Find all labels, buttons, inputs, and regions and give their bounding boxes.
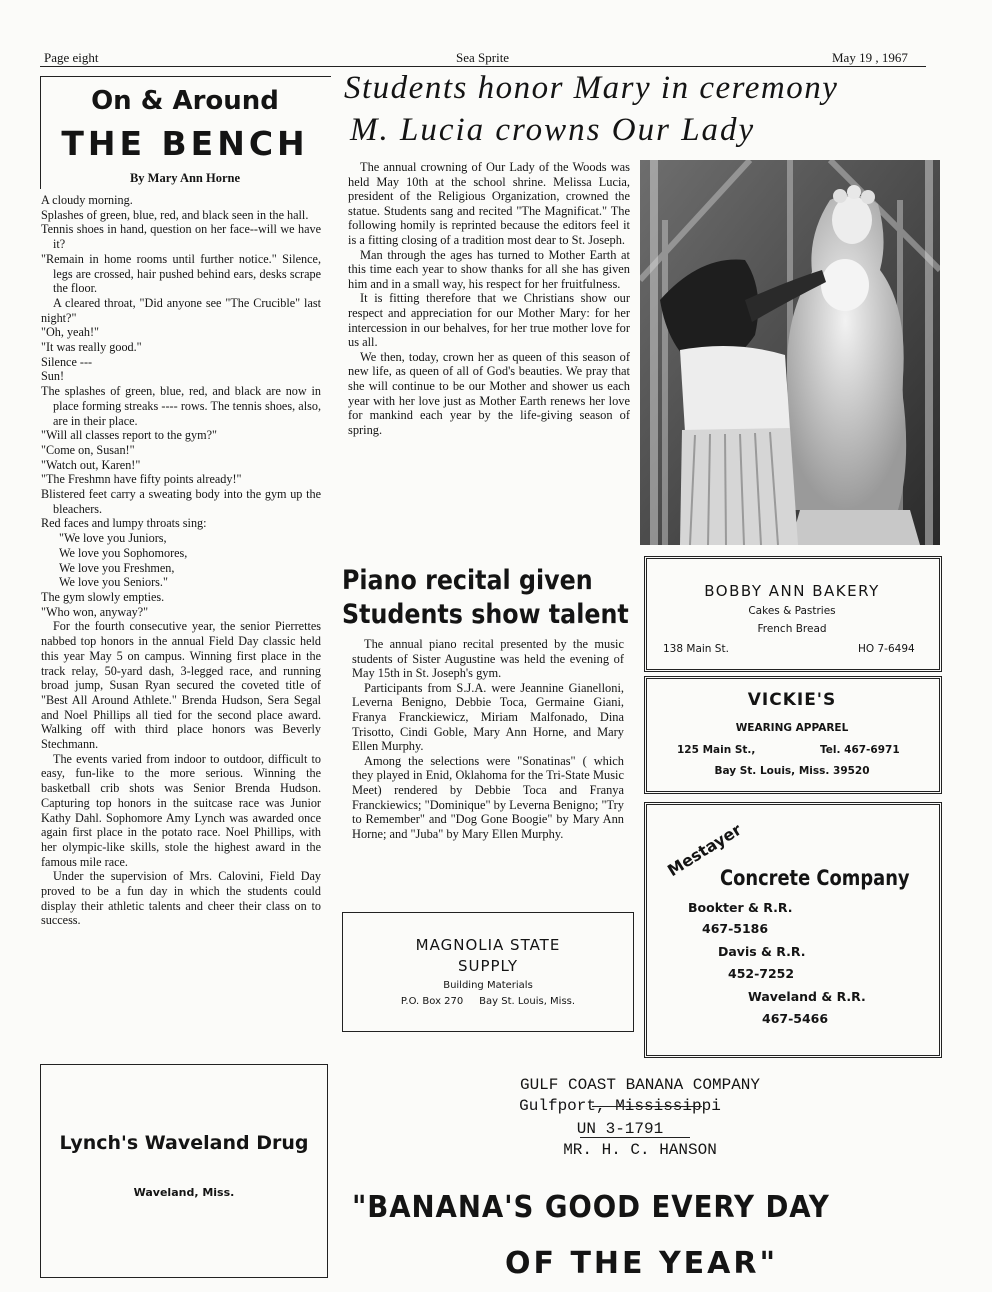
mary-headline-2: M. Lucia crowns Our Lady xyxy=(350,112,756,148)
mary-article-body xyxy=(348,160,630,437)
mary-paragraph: The annual crowning of Our Lady of the Woods was held May 10th at the school shrine. Melissa Lucia, president of the Religious Organization, crowned the statue. Students sang and recited "The Magnificat." The following homily is reprinted because the editors feel it is a fitting closing of a tradition most dear to St. Joseph. xyxy=(348,160,630,247)
bench-paragraph: Blistered feet carry a sweating body into the gym up the bleachers. xyxy=(41,487,321,516)
mestayer-location-2: Davis & R.R. xyxy=(718,944,806,959)
magnolia-name-1: MAGNOLIA STATE xyxy=(415,936,561,954)
vickies-address: 125 Main St., xyxy=(677,744,756,756)
mary-paragraph: We then, today, crown her as queen of this season of new life, as queen of all of God's beauties. We pray that she will continue to be our Mother and shower us each year with her love just as Mother Earth renews her love for mankind each year by the life-giving season of spring. xyxy=(348,349,630,437)
mestayer-brand: Mestayer xyxy=(664,819,745,881)
piano-article-body xyxy=(352,637,624,841)
bench-paragraph: The gym slowly empties. xyxy=(41,589,165,604)
bakery-line2: French Bread xyxy=(757,623,827,635)
bench-paragraph: Splashes of green, blue, red, and black seen in the hall. xyxy=(41,207,309,222)
mestayer-location-3: Waveland & R.R. xyxy=(748,989,866,1004)
mestayer-location-1: Bookter & R.R. xyxy=(688,900,793,915)
bench-paragraph: A cloudy morning. xyxy=(41,193,133,207)
banana-slogan-1: "BANANA'S GOOD EVERY DAY xyxy=(352,1190,830,1225)
magnolia-line1: Building Materials xyxy=(443,980,533,991)
bench-paragraph: For the fourth consecutive year, the senior Pierrettes nabbed top honors in the annual Field Day classic held this year May 5 on campus. Winning first place in the track relay, 50-yard dash, 3-legged race, and running broad jump, Susan Ryan secured the coveted title of "Best All Around Athlete." Brenda Hudson, Sera Segal and Noel Phillips all tied for the second place award. Walking off with third place honors was Beverly Stechmann. xyxy=(41,619,321,752)
bakery-name: BOBBY ANN BAKERY xyxy=(704,582,880,600)
bench-paragraph: Sun! xyxy=(41,369,65,384)
crowning-photo xyxy=(640,160,940,545)
bench-paragraph: Under the supervision of Mrs. Calovini, Field Day proved to be a fun day in which the students could display their athletic talents and cheer their class on to success. xyxy=(41,869,321,928)
banana-city-strike xyxy=(592,1106,702,1107)
bench-paragraph: We love you Sophomores, xyxy=(59,545,188,560)
bakery-line1: Cakes & Pastries xyxy=(748,605,836,617)
paper-name: Sea Sprite xyxy=(456,50,510,65)
piano-paragraph: Participants from S.J.A. were Jeannine Gianelloni, Leverna Benigno, Debbie Toca, Germaine Giani, Franya Franckiewicz, Miriam Malfonado, Dina Trisotto, Cindi Goble, Mary Ann Horne, and Mary Ellen Murphy. xyxy=(352,680,624,754)
banana-city: Gulfport, Mississippi xyxy=(519,1097,721,1115)
vickies-name: VICKIE'S xyxy=(747,690,837,710)
banana-slogan-2: OF THE YEAR" xyxy=(505,1246,779,1281)
bench-paragraph: The events varied from indoor to outdoor, difficult to easy, fun-like to the more serious. Winning the basketball crib shots was Senior Brenda Hudson. Capturing top honors in the suitcase race was Junior Kathy Dahl. Sophomore Amy Lynch was awarded once again first place in the potato race. Noel Phillips, with her olympic-like skills, stole the highest award in the famous mile race. xyxy=(41,751,321,869)
bench-title-line2: THE BENCH xyxy=(61,124,309,163)
piano-headline-1: Piano recital given xyxy=(342,565,593,596)
bench-paragraph: We love you Seniors." xyxy=(59,575,168,590)
vickies-line1: WEARING APPAREL xyxy=(735,722,849,734)
bench-paragraph: The splashes of green, blue, red, and black are now in place forming streaks ---- rows. The tennis shoes, also, are in their place. xyxy=(41,384,321,428)
issue-date: May 19 , 1967 xyxy=(832,50,908,65)
bench-paragraph: "Oh, yeah!" xyxy=(41,325,100,340)
bakery-address: 138 Main St. xyxy=(663,643,729,655)
bench-paragraph: We love you Freshmen, xyxy=(59,560,175,575)
bench-paragraph: "The Freshmn have fifty points already!" xyxy=(41,472,242,487)
banana-company-name: GULF COAST BANANA COMPANY xyxy=(519,1076,761,1094)
bakery-phone: HO 7-6494 xyxy=(858,643,915,655)
piano-paragraph: Among the selections were "Sonatinas" ( which they played in Enid, Oklahoma for the Tri-State Music Meet) rendered by Debbie Toca and Franya Franckiewics; "Dominique" by Leverna Benigno; "Try to Remember" and "Dog Gone Boogie" by Mary Ann Horne; and "Juba" by Mary Ellen Murphy. xyxy=(352,753,624,841)
bench-paragraph: A cleared throat, "Did anyone see "The Crucible" last night?" xyxy=(41,295,321,325)
magnolia-name-2: SUPPLY xyxy=(457,957,519,975)
mary-headline-1: Students honor Mary in ceremony xyxy=(344,70,839,106)
page-number: Page eight xyxy=(44,50,99,65)
bench-paragraph: "Who won, anyway?" xyxy=(41,604,149,619)
lynch-city: Waveland, Miss. xyxy=(133,1186,235,1199)
vickies-city: Bay St. Louis, Miss. 39520 xyxy=(714,765,870,777)
header-rule xyxy=(40,66,926,67)
bench-paragraph: "Remain in home rooms until further notice." Silence, legs are crossed, hair pushed behind ears, desks scrape the floor. xyxy=(41,251,321,296)
bench-paragraph: "Will all classes report to the gym?" xyxy=(41,428,217,443)
bench-title-line1: On & Around xyxy=(91,86,279,116)
piano-paragraph: The annual piano recital presented by the music students of Sister Augustine was held the evening of May 15th in St. Joseph's gym. xyxy=(352,637,624,681)
mary-paragraph: It is fitting therefore that we Christians show our respect and appreciation for our Mother Mary: for her intercession in our behalves, for her true mother love for us all. xyxy=(348,291,630,350)
bench-article-body xyxy=(41,193,321,928)
piano-headline-2: Students show talent xyxy=(342,599,629,630)
vickies-phone: Tel. 467-6971 xyxy=(820,744,900,756)
mestayer-phone-2: 452-7252 xyxy=(728,966,795,981)
bench-paragraph: Red faces and lumpy throats sing: xyxy=(41,516,207,531)
lynch-ad xyxy=(40,1064,328,1278)
mestayer-name: Concrete Company xyxy=(720,866,910,890)
bench-paragraph: "Watch out, Karen!" xyxy=(41,457,141,472)
banana-contact: MR. H. C. HANSON xyxy=(563,1141,717,1159)
bench-byline: By Mary Ann Horne xyxy=(129,171,241,185)
mary-paragraph: Man through the ages has turned to Mother Earth at this time each year to show thanks for all she has given him and in a small way, his respect for her fruitfulness. xyxy=(348,247,630,291)
bench-paragraph: Tennis shoes in hand, question on her face--will we have it? xyxy=(41,222,321,252)
bench-paragraph: "We love you Juniors, xyxy=(59,531,167,546)
bench-paragraph: "It was really good." xyxy=(41,340,142,355)
banana-phone-underline xyxy=(580,1137,690,1138)
magnolia-address: P.O. Box 270 Bay St. Louis, Miss. xyxy=(400,996,576,1007)
bench-paragraph: "Come on, Susan!" xyxy=(41,442,135,457)
mestayer-phone-3: 467-5466 xyxy=(762,1011,829,1026)
banana-phone: UN 3-1791 xyxy=(576,1120,664,1138)
mestayer-phone-1: 467-5186 xyxy=(702,921,769,936)
lynch-name: Lynch's Waveland Drug xyxy=(59,1132,309,1154)
bench-paragraph: Silence --- xyxy=(41,354,93,369)
